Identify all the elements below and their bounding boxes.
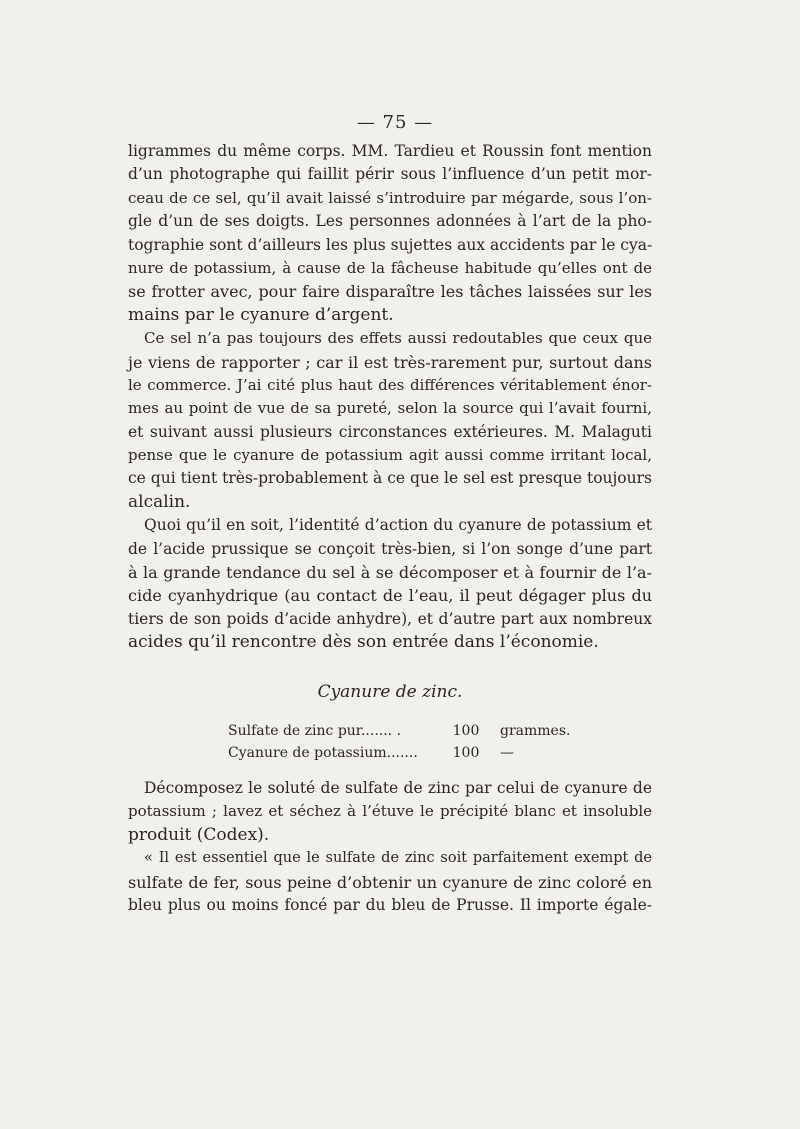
text-line: Décomposez le soluté de sulfate de zinc par celui de cyanure de bbox=[144, 779, 652, 797]
body-text-upper bbox=[128, 140, 652, 655]
text-line: alcalin. bbox=[128, 491, 191, 512]
text-line: produit (Codex). bbox=[128, 824, 270, 845]
recipe-ingredient: Cyanure de potassium....... bbox=[228, 745, 418, 761]
text-line: nure de potassium, à cause de la fâcheuse habitude qu’elles ont de bbox=[128, 258, 652, 277]
text-line: tiers de son poids d’acide anhydre), et d’autre part aux nombreux bbox=[128, 609, 652, 628]
text-line: et suivant aussi plusieurs circonstances extérieures. M. Malaguti bbox=[128, 422, 652, 441]
text-line: sulfate de fer, sous peine d’obtenir un cyanure de zinc coloré en bbox=[128, 872, 652, 892]
text-line: ligrammes du même corps. MM. Tardieu et Roussin font mention bbox=[128, 142, 652, 160]
text-line: Ce sel n’a pas toujours des effets aussi redoutables que ceux que bbox=[144, 329, 652, 348]
recipe-quantity: 100 bbox=[452, 723, 480, 739]
recipe-table bbox=[228, 720, 600, 764]
text-line: pense que le cyanure de potassium agit aussi comme irritant local, bbox=[128, 446, 652, 465]
recipe-row bbox=[228, 742, 600, 764]
recipe-row bbox=[228, 720, 600, 742]
page-number: — 75 — bbox=[356, 112, 434, 133]
recipe-ingredient: Sulfate de zinc pur....... . bbox=[228, 723, 402, 739]
recipe-quantity: 100 bbox=[452, 745, 480, 761]
recipe-unit: — bbox=[500, 745, 514, 761]
section-title: Cyanure de zinc. bbox=[317, 682, 463, 702]
text-line: à la grande tendance du sel à se décomposer et à fournir de l’a- bbox=[128, 563, 652, 583]
recipe-unit: grammes. bbox=[500, 723, 571, 739]
text-line: de l’acide prussique se conçoit très-bien, si l’on songe d’une part bbox=[128, 539, 652, 558]
text-line: ceau de ce sel, qu’il avait laissé s’introduire par mégarde, sous l’on- bbox=[128, 188, 652, 207]
text-line: tographie sont d’ailleurs les plus sujettes aux accidents par le cya- bbox=[128, 235, 653, 254]
text-line: ce qui tient très-probablement à ce que le sel est presque toujours bbox=[128, 469, 652, 488]
text-line: gle d’un de ses doigts. Les personnes adonnées à l’art de la pho- bbox=[128, 212, 652, 231]
text-line: potassium ; lavez et séchez à l’étuve le précipité blanc et insoluble bbox=[128, 802, 652, 821]
text-line: se frotter avec, pour faire disparaître les tâches laissées sur les bbox=[128, 282, 652, 302]
text-line: je viens de rapporter ; car il est très-rarement pur, surtout dans bbox=[128, 352, 652, 372]
text-line: mes au point de vue de sa pureté, selon la source qui l’avait fourni, bbox=[128, 399, 652, 418]
body-text-lower bbox=[128, 777, 652, 917]
text-line: cide cyanhydrique (au contact de l’eau, il peut dégager plus du bbox=[128, 586, 652, 606]
text-line: bleu plus ou moins foncé par du bleu de Prusse. Il importe égale- bbox=[128, 895, 652, 914]
text-line: le commerce. J’ai cité plus haut des différences véritablement énor- bbox=[128, 375, 652, 394]
text-line: mains par le cyanure d’argent. bbox=[128, 304, 394, 325]
text-line: acides qu’il rencontre dès son entrée dans l’économie. bbox=[128, 632, 599, 653]
text-line: d’un photographe qui faillit périr sous l’influence d’un petit mor- bbox=[128, 165, 652, 184]
text-line: « Il est essentiel que le sulfate de zinc soit parfaitement exempt de bbox=[144, 850, 652, 867]
text-line: Quoi qu’il en soit, l’identité d’action du cyanure de potassium et bbox=[144, 516, 652, 535]
